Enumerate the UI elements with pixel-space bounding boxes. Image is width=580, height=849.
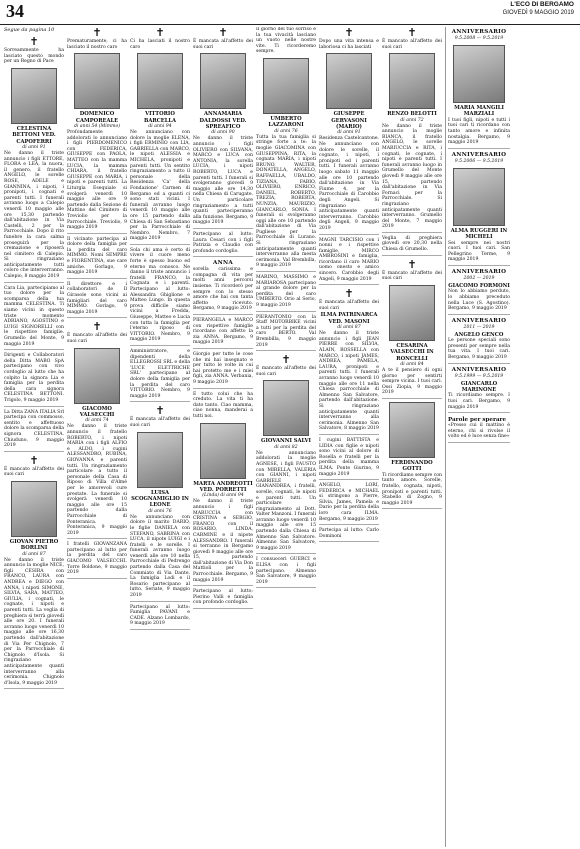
- publication-date: GIOVEDÌ 9 MAGGIO 2019: [502, 10, 574, 16]
- portrait-photo: [137, 432, 183, 488]
- deceased-name: MARIA MANGILI MARZIALI: [454, 105, 504, 118]
- deceased-age: di anni 87: [337, 325, 361, 331]
- portrait-photo: [74, 53, 120, 109]
- anniversary-dates: 2011 — 2019: [463, 324, 495, 330]
- portrait-photo: [263, 58, 309, 114]
- cross-icon: ✝: [344, 27, 354, 39]
- cross-icon: ✝: [155, 404, 165, 418]
- condolence-notice: La Ditta ZANA ITALIA Srl partecipa con commosso, sentito e affettuoso dolore la scomparsa della signora CELESTINA. Chiuduno, 9 maggio 2019: [4, 410, 64, 452]
- deceased-name: CESARINA VALSECCHI IN RONCELLI: [390, 342, 434, 362]
- obituary-intro: È mancata all'affetto dei suoi cari: [193, 39, 253, 50]
- obituary-intro: Il giorno del tuo sorriso e la tua vivacità lasciano un vuoto nelle nostre vite. Ti ricorderemo sempre.: [256, 27, 316, 55]
- portrait-photo: [326, 53, 372, 109]
- condolence-notice: Veglia di preghiera giovedì ore 20,30 nella Chiesa di Grumello.: [382, 236, 442, 256]
- condolence-notice: I fratelli GIOVANZANA partecipano al lutto per la perdita del caro GIACOMO VALSECCHI. Torre Boldone, 9 maggio 2019: [67, 542, 127, 579]
- obituary-intro: È mancato all'affetto dei suoi cari: [256, 366, 316, 377]
- anniversary-text: Sei sempre nei nostri cuori. I tuoi cari. San Pellegrino Terme, 9 maggio 2019: [448, 240, 510, 263]
- obituary-daldossi: [193, 27, 253, 229]
- deceased-name: GIOVAN PIETRO BORLINI: [9, 538, 59, 552]
- condolence-notice: Cara Lia, partecipiamo al tuo dolore per la scomparsa della tua mamma CELESTINA. Ti siamo vicini in questo triste momento ADRIANO, AGOSTINO e LUIGI SIGNORELLI con le rispettive famiglie. Grumello del Monte, 9 maggio 2019: [4, 286, 64, 351]
- condolence-notice: Giorgio per tutte le cose che mi hai insegnato e per tutto le volte in cui hai protetto me e i miei figli, zia ANNA. Verbania, 9 maggio 2019: [193, 352, 253, 389]
- column-5: [256, 27, 316, 847]
- memorial-text: Ti ricordiamo sempre con tanto amore. Sorelle, fratello, cognata, nipoti, pronipoti e parenti tutti. Stabello di Zogno, 9 maggio 2019: [382, 472, 442, 506]
- obituary-valsecchi-roncelli: [382, 259, 442, 399]
- condolence-notice: Dirigenti e Collaboratori della Ditta MABO SpA partecipano con vivo cordoglio al lutto che ha colpito la signora Lia e famiglia per la perdita della cara signora CELESTINA BETTONI. Trigolo, 9 maggio 2019: [4, 353, 64, 406]
- obituary-intro: E tutto colui che ha creduto. La vita ti ha dato tanto. Ciao mamma, ciao nonna, manderai a tutti noi.: [193, 391, 253, 419]
- condolence-notice: PIERANTONIO con la Staff MOTORBIKE vicini a tutti per la perdita del caro BERTO. Val Brembilla, 9 maggio 2019: [256, 315, 316, 352]
- condolence-notice: I consuoceri GUERCI e ELISA con i figli partecipano. Almenno San Salvatore, 9 maggio 2019: [256, 557, 316, 588]
- anniversary-dates: 9.5.2008 — 9.5.2019: [454, 36, 504, 41]
- portrait-photo: [389, 53, 435, 109]
- column-4: [193, 27, 253, 847]
- deceased-name: DOMENICO CAMPOREALE: [75, 111, 119, 124]
- anniversary-ruggeri: [448, 152, 510, 266]
- column-3: [130, 27, 190, 847]
- deceased-name: ALMA RUGGERI IN MICHELI: [450, 227, 508, 241]
- deceased-name: ANGELO GENCO: [454, 331, 504, 338]
- deceased-name: ILMA PATRINARCA VED. MASONI: [320, 312, 378, 325]
- publication-info: [503, 1, 574, 17]
- deceased-name: MARTA ANDREOTTI VED. PORRETTI: [193, 480, 253, 493]
- anniversary-dates: 2002 — 2019: [463, 275, 495, 281]
- column-7: [382, 27, 442, 847]
- hope-words-heading: Parole per sperare: [448, 417, 507, 424]
- obituary-borlini: [4, 455, 64, 690]
- deceased-name: VITTORIO BARCELLA: [143, 111, 177, 124]
- condolence-notice: Il vicinato partecipa al dolore della famiglia per la perdita del caro MIMMO. Nomi SEMPRE e FIORENTINA, sue care amiche. Gorlago, 9 maggio 2019: [67, 237, 127, 279]
- anniversary-text: Non lo abbiamo perduto, lo abbiamo preceduto nella Luce (S. Agostino). Bergamo, 9 maggio 2019: [448, 289, 510, 312]
- deceased-age: (Linda) di anni 94: [202, 493, 244, 499]
- column-2: [67, 27, 127, 847]
- portrait-photo: [263, 380, 309, 436]
- obituary-intro: Sorreammente ha lasciato questo mondo per un Regno di Pace: [4, 48, 64, 65]
- obituary-gervasoni: [319, 27, 379, 235]
- portrait-photo: [11, 481, 57, 537]
- anniversary-heading: ANNIVERSARIO: [451, 268, 507, 275]
- obituary-text: Ne danno il triste annuncio il fratello ROBERTO, i nipoti MARIA con i figli ALFIO e ALDO, i cugini ALESSANDRO, RUBINA, GIOVANNA e parenti tutti. Un ringraziamento particolare a tutto il personale della Casa di Riposo di Villa d'Almè per le amorevoli cure prestate. La funerale si svolgerà venerdì 10 maggio alle ore 15 partendo dalla Parrocchiale di Ponteranica. Ponteranica, 9 maggio 2019: [67, 424, 127, 536]
- obituary-lazzaroni: [256, 27, 316, 272]
- portrait-photo: [74, 348, 120, 404]
- condolence-notice: Amministratore, e dipendenti della ELLEGROSSI SRL e della 'LUCE ELETTRICHE SRL' partecipano al dolore della famiglia per la perdita del caro VITTORIO. Nembro, 9 maggio 2019: [130, 349, 190, 402]
- deceased-age: di anni 76: [274, 128, 298, 134]
- obituary-text: Ne danno il triste annuncio i figli MARUCCIA con CRISTINA e SERGIO, FRANCO con il ROSARIO, LINDA, CARMINE e il nipote ALESSANDRO. I funerali si terranno in Bergamo giovedì 9 maggio alle ore 15, partendo dall'abitazione di Via Don Mattioli per la Parrocchiale. Bergamo, 9 maggio 2019: [193, 499, 253, 583]
- anniversary-text: Le persone speciali sono presenti per sempre nella tua vita. I tuoi cari. Bergamo, 9 maggio 2019: [448, 338, 510, 360]
- cross-icon: ✝: [29, 453, 39, 467]
- deceased-age: di anni 72: [400, 117, 424, 123]
- deceased-name: GIANCARLO MARINONE: [460, 380, 498, 393]
- obituary-text: Ne danno il triste annuncio i figli JEAN PIERRE con SILVIA, ALAIN, ROSSELLA con MARCO, i nipoti JAMES, ANDREA, PAMELA, LAURA, pronipoti e parenti tutti. I funerali avranno luogo venerdì 10 maggio alle ore 11 nella Chiesa parrocchiale di Almenno San Salvatore, partendo dall'abitazione. Si ringraziano anticipatamente quanti interverranno alla cerimonia. Almenno San Salvatore, 8 maggio 2019: [319, 331, 379, 432]
- portrait-photo: [389, 285, 435, 341]
- obituary-text: Residenza Castelcantone. Ne annunciano con dolore le sorelle, il cognato, i nipoti, i pronipoti ed i parenti tutti. I funerali avranno luogo sabato 11 maggio alle ore 10 partendo dall'abitazione in Via Fiume 4, per la Parrocchiale di Carobbio degli Angeli. Si ringraziano anticipatamente quanti interverranno. Carobbio degli Angeli, 9 maggio 2019: [319, 136, 379, 231]
- anniversary-text: I tuoi figli, nipoti e tutti i tuoi cari ti ricordano con tanto amore e infinita nostalgia. Bergamo, 9 maggio 2019: [448, 117, 510, 146]
- obituary-text: Ne annunciano con dolore la moglie ELENA, i figli ERMINIO con LIA, GABRIELLA con MARCO, le nipoti ALESSIA e MICHELA, pronipoti e parenti tutti. Un sentito ringraziamento a tutto il personale della Residenza 'Ca' della Fondazione' Carmen di Bergamo ed a quanti ci sono stati vicini. I funerali avranno luogo venerdì 10 maggio alle ore 15 partendo dalla Chiesa di San Sebastiano per la Parrocchiale di Nembro. Nembro, 7 maggio 2019: [130, 130, 190, 242]
- obituary-text: Ne danno il triste annuncio la moglie BIANCA, il fratello ANGELO, le sorelle MARIUCCIA e RITA, i cognati, le cognate, i nipoti e parenti tutti. I funerali avranno luogo in Grumello del Monte giovedì 9 maggio alle ore 15, partendo dall'abitazione in Via Fornaci per la Parrocchiale. Si ringraziano anticipatamente quanti interverranno. Grumello del Monte, 7 maggio 2019: [382, 123, 442, 230]
- obituary-intro: Dopo una vita intensa e laboriosa ci ha lasciati: [319, 39, 379, 50]
- notice-text: sorella carissima e compagna di vita per molti anni percorsi insieme. Ti ricorderò per sempre con lo stesso amore che hai con tanta affetto ricevuto. Bergamo, 9 maggio 2019: [193, 267, 253, 312]
- anniversary-dates: 9.5.1999 — 9.5.2019: [454, 373, 504, 379]
- hope-words-text: «Presso cui il mattino è eterno, chi si rivolse il volto ed è luce senza fine»: [448, 423, 510, 440]
- portrait-photo: [200, 423, 246, 479]
- memorial-gotti: [382, 402, 442, 509]
- condolence-notice: Partecipano al lutto: Laura Cesari con i figli Patrizia e Claudio con profondo cordoglio.: [193, 232, 253, 257]
- deceased-name: CELESTINA BETTONI VED. CAPOFERRI: [12, 125, 56, 145]
- obituary-barcella: [130, 27, 190, 245]
- cross-icon: ✝: [218, 27, 228, 39]
- continuation-note: Segue da pagina 10: [4, 27, 55, 33]
- anniversary-text: Ti ricordiamo sempre. I tuoi cari. Bergamo, 9 maggio 2019: [448, 393, 510, 410]
- deceased-name: LUISA SCOGNAMIGLIO IN LEONE: [131, 489, 189, 509]
- deceased-name: GIACOMO VALSECCHI: [79, 405, 115, 418]
- obituary-scognamiglio: [130, 405, 190, 601]
- hope-words-box: [448, 417, 510, 443]
- column-1: [4, 27, 64, 847]
- deceased-age: di anni 91: [22, 145, 46, 150]
- page-header: [0, 0, 580, 25]
- deceased-age: di anni 76: [148, 508, 172, 514]
- portrait-photo: [11, 68, 57, 124]
- anniversary-heading: ANNIVERSARIO: [451, 29, 507, 35]
- cross-icon: ✝: [92, 27, 102, 39]
- anniversary-heading: ANNIVERSARIO: [451, 151, 507, 158]
- condolence-notice: PIERANGELA e MARCO con rispettive famiglie ricordano con affetto la zia ANNA. Bergamo, 9 maggio 2019: [193, 318, 253, 349]
- deceased-age: di anni 94: [148, 124, 172, 129]
- deceased-age: di anni 91: [337, 130, 361, 136]
- cross-icon: ✝: [344, 287, 354, 301]
- deceased-name: FERDINANDO GOTTI: [391, 460, 433, 473]
- obituary-text: Profondamente addolorati lo annunciano i figli PIERDOMENICO con FEDERICA, GIUSEPPE con PAOLA, MATTEO con la mamma LUCIA, la mamma CHIARA, il fratello GIUSEPPE con MARIA, i nipoti e parenti tutti. La Liturgia Esequiale si svolgerà venerdì 10 maggio alle ore 9 partendo dalla Sezione di Mattino del Cimitero di Treviolio per la Parrocchiale. Treviolio, 9 maggio 2019: [67, 130, 127, 231]
- obituary-text: Ne danno il triste annuncio i figli ETTORE, FLORA e LEA, la nuora, il genero, il fratello ANGELO, le sorelle ROSE, ADELE e GIANNINA, i nipoti, i pronipoti, i cognati e parenti tutti. I funerali avranno luogo a Calepio venerdì 10 maggio alle ore 15,30 partendo dall'abitazione in Via Castelli, 2 per la Parrocchiale. Dopo il rito funebre la cara salma proseguirà per la cremazione e riposerà nel cimitero di Calepio. Si ringraziano anticipatamente tutti coloro che interverranno. Calepio, 8 maggio 2019: [4, 151, 64, 280]
- deceased-age: di anni 74: [85, 418, 109, 424]
- obituary-columns: [4, 27, 576, 847]
- portrait-photo: [453, 45, 505, 103]
- deceased-name: GIUSEPPE GERVASONI (MARIO): [331, 111, 367, 130]
- anniversary-column: [445, 27, 510, 847]
- obituary-intro: È mancato all'affetto dei suoi cari: [67, 333, 127, 344]
- obituary-intro: È mancato all'affetto dei suoi cari: [382, 39, 442, 50]
- obituary-intro: È mancato all'affetto dei suoi cari: [4, 466, 64, 478]
- deceased-name: GIACOMO FORMONI: [448, 282, 510, 289]
- obituary-camporeale: [67, 27, 127, 234]
- notice-heading: ANNA: [212, 260, 234, 267]
- anniversary-mangili: [448, 29, 510, 149]
- condolence-notice: Partecipa al lutto: Carlo Dominoni: [319, 528, 379, 542]
- deceased-name: ANNAMARIA DALDOSSI VED. SPREAFICO: [199, 111, 247, 130]
- deceased-name: GIOVANNI SALVI: [261, 438, 311, 445]
- deceased-name: RENZO BELOTTI: [387, 111, 437, 118]
- obituary-intro: È mancato all'affetto dei suoi cari: [382, 270, 442, 282]
- obituary-text: Ne danno il triste annuncio la moglie NICE, figli CESIRA con FRANCO, LAURA con ANDREA e DIEGO con ANNA, i nipoti SIMONE, SILVIA, SARA, MATTEO, GIULIA, i cognati, le cognate, i nipoti e parenti tutti. La veglia di preghiera si terrà giovedì alle ore 20. I funerali avranno luogo venerdì 10 maggio alle ore 16,30 partendo dall'abitazione di Via Per Chignolo, 7 per la Parrocchiale di Chignolo d'Isola. Si ringraziano anticipatamente quanti interverranno alla cerimonia. Chignolo d'Isola, 9 maggio 2019: [4, 557, 64, 686]
- deceased-name: UMBERTO LAZZARONI: [268, 115, 304, 129]
- anniversary-heading: ANNIVERSARIO: [451, 317, 507, 324]
- column-6: [319, 27, 379, 847]
- obituary-belotti: [382, 27, 442, 233]
- condolence-notice: Partecipano al lutto: Pierino Valli e famiglia con profondo cordoglio.: [193, 589, 253, 609]
- deceased-age: di anni 84: [400, 362, 424, 368]
- anniversary-dates: 9.5.2006 — 9.5.2019: [454, 158, 504, 164]
- condolence-notice: ANGELO, LORI, FEDERICA e MICHAEL si stringono a Pierre, Silvia, James, Pamela e Dario per la perdita della loro cara ILMA. Bergamo, 9 maggio 2019: [319, 483, 379, 525]
- obituary-valsecchi: [67, 321, 127, 539]
- page-number: 34: [6, 1, 24, 21]
- condolence-notice: Sola chi ama è certo di vivere il cuore meno forte è spesso buono ed eterno ma conosco. Ne danno il triste annuncio i fratelli FRANCO, la Cognata e i parenti. Partecipano al lutto: Alessandra Ghiglione e Matteo Lungo. In questa prova difficile siamo vicini a Fredda, Giuseppe, Matteo e Lucia con tutta la famiglia per l'eterno riposo di VITTORIO. Nembro, 9 maggio 2019: [130, 248, 190, 346]
- obituary-text: Tutta la tua famiglia si stringe forte a te: la moglie GIACOMINA con GIUSEPPINA, RITA, la cognata MARIA, i nipoti BRUNO, WALTER, DONATELLA, ANGELO, RAFFAELLA, UBALDO, TIZIANA, FABIO, OLIVIERO, ENRICO, DANIEL, ROBERTO, TREZIA, ROBERTA, NUNZIA, MAURIZIO, GIANCARLO, SONIA. I funerali si svolgeranno oggi alle ore 10 partendo dall'abitazione di Via Pugliese per la Parrocchiale di Lurano. Si ringraziano anticipatamente quanti interverranno alla mesta cerimonia. Val Brembilla, 9 maggio 2019: [256, 134, 316, 269]
- cross-icon: ✝: [29, 35, 39, 48]
- obituary-salvi: [256, 354, 316, 554]
- obituary-andreotti: [193, 392, 253, 587]
- deceased-age: di anni 82: [274, 444, 298, 450]
- anniversary-genco: [448, 318, 510, 364]
- obituary-text: Ne annunciano con dolore il marito DARIO, le figlie DANIELA con STEFANO, SABRINA con LUCA, il nipote LUIGI e i fratelli e le sorelle. I funerali avranno luogo venerdì alle ore 10 nella Parrocchiale di Pedrengo partendo dalla Casa del Commiato di Via Dante. La famiglia Lodi e il Rosario partecipano al lutto. Seriate, 9 maggio 2019: [130, 514, 190, 599]
- publication-name: L'ECO DI BERGAMO: [510, 1, 574, 8]
- anniversary-heading: ANNIVERSARIO: [451, 366, 507, 373]
- portrait-photo: [389, 402, 435, 458]
- cross-icon: ✝: [407, 27, 417, 39]
- condolence-notice: I cugini BATTISTA e LIDIA con figlie e nipoti sono vicini al dolore di Rosella e fratelli per la perdita della mamma ILMA. Ponte Giurino, 9 maggio 2019: [319, 438, 379, 480]
- obituary-intro: È mancata all'affetto dei suoi cari: [319, 300, 379, 311]
- deceased-age: di anni 87: [22, 551, 46, 557]
- anniversary-formoni: [448, 269, 510, 315]
- obituary-intro: È mancata all'affetto dei suoi cari: [130, 417, 190, 428]
- obituary-bettoni: [4, 36, 64, 283]
- obituary-text: Ne danno il triste annuncio i figli OLIVIERO con SILVANA, MARCO e LUCA con ANTONIA, la sorella LUCIA, i nipoti ROBERTO, LUCA e parenti tutti. I funerali si svolgeranno giovedì 9 maggio alle ore 14,30 nella Chiesa di Carugate. Un particolare ringraziamento a tutti quanti parteciperanno alla funzione. Bergamo, 9 maggio 2019: [193, 136, 253, 226]
- obituary-intro: Ci ha lasciati il nostro caro: [130, 39, 190, 50]
- obituary-patrinarca: [319, 288, 379, 435]
- condolence-notice: Partecipano al lutto: Famiglia PAVANI e CADE. Alzano Lombardo, 9 maggio 2019: [130, 605, 190, 630]
- condolence-notice: MAGNI TARCISIO con i nonni e i rispettive famiglie, MIRCO AMBROSINI e famiglia, ricordano il caro MARIO uomo onesto e amico sincero. Carobbio degli Angeli, 9 maggio 2019: [319, 238, 379, 286]
- obituary-text: Ne annunciano addolorati la moglie AGNESE, i figli FAUSTO con MIRELLA, VALERIA con GIANNI, i nipoti GABRIELE e GIANANDREA, i fratelli, sorelle, cognati, le nipoti e parenti tutti. Un particolare ringraziamento al Dott. Valter Manzoni. I funerali avranno luogo venerdì 10 maggio alle ore 15 partendo dalla Chiesa di Almenno San Salvatore. Almenno San Salvatore, 9 maggio 2019: [256, 450, 316, 551]
- deceased-age: di anni 90: [211, 130, 235, 136]
- condolence-notice: Il direttore e i collaboratori de Il Girasole sono vicini ai famigliari del caro MIMMO. Gorlago, 9 maggio 2019: [67, 282, 127, 319]
- cross-icon: ✝: [281, 353, 291, 367]
- cross-icon: ✝: [407, 257, 417, 271]
- portrait-photo: [137, 53, 183, 109]
- portrait-photo: [453, 168, 505, 226]
- condolence-anna: [193, 260, 253, 315]
- anniversary-marinone: [448, 367, 510, 414]
- condolence-notice: MARINO, MASSIMO e MARIAROSA partecipano al grande dolore per la perdita del caro UMBERTO. Orio al Serio, 9 maggio 2019: [256, 275, 316, 312]
- portrait-photo: [200, 53, 246, 109]
- cross-icon: ✝: [155, 27, 165, 39]
- deceased-age: di anni 54 (Mimmo): [74, 124, 120, 129]
- obituary-text: A te il pensiero di ogni giorno per sentirti sempre vicina. I tuoi cari. Ossi Ziopia, 9 maggio 2019: [382, 368, 442, 396]
- obituary-intro: Prematuramente, ci ha lasciato il nostro caro: [67, 39, 127, 50]
- cross-icon: ✝: [92, 320, 102, 334]
